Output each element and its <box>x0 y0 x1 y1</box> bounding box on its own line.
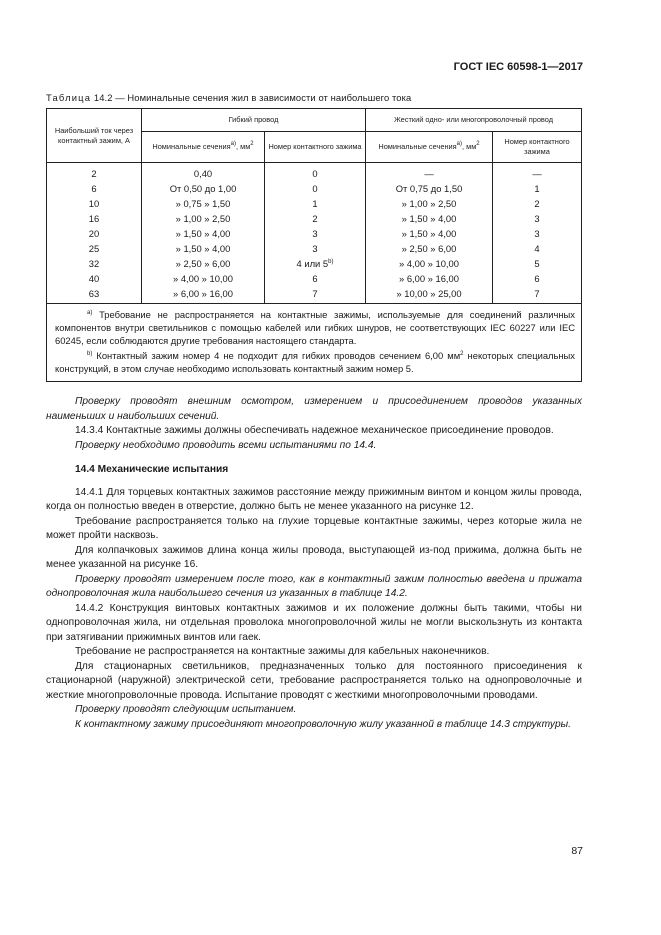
cell-flex-terminal: 3 <box>265 241 366 256</box>
cell-solid-terminal: 1 <box>534 183 540 194</box>
paragraph: Проверку проводят внешним осмотром, измерением и присоединением проводов указанных наименьших и наибольших сечений. <box>46 396 582 422</box>
cell-flex-section: 0,40 <box>142 163 265 182</box>
cell-current: 40 <box>47 271 142 286</box>
paragraph: Проверку проводят следующим испытанием. <box>75 704 297 715</box>
cell-flex-section: » 1,00 » 2,50 <box>142 211 265 226</box>
cell-current: 6 <box>47 181 142 196</box>
page-number: 87 <box>571 845 583 857</box>
table-row <box>47 163 582 182</box>
cell-solid-section: » 10,00 » 25,00 <box>366 286 493 304</box>
cell-solid-terminal: 6 <box>534 273 540 284</box>
cell-solid-section: » 1,50 » 4,00 <box>366 226 493 241</box>
cell-solid-terminal: — <box>532 168 542 179</box>
cell-flex-section: От 0,50 до 1,00 <box>142 181 265 196</box>
body-text <box>46 395 582 732</box>
footnote-b-text-2: некоторых специальных конструкций, в этом случае необходимо использовать контактный зажим номер 5. <box>55 350 575 374</box>
table-caption-label: Таблица <box>46 92 92 103</box>
header-solid-section-unit: , мм <box>462 142 477 151</box>
footnote-a-text: Требование не распространяется на контактные зажимы, используемые для соединений различных компонентов внутри светильников с помощью кабелей или гибких шнуров, не соответствующих IEC 60227 или IEC 60245, если соблюдаются другие требования настоящего стандарта. <box>55 309 575 346</box>
unit-exponent: 2 <box>460 351 464 357</box>
cell-solid-terminal: 3 <box>534 213 540 224</box>
table-row <box>47 256 582 271</box>
cell-flex-terminal: 0 <box>265 181 366 196</box>
footnote-mark: b) <box>87 351 93 357</box>
cell-flex-section: » 0,75 » 1,50 <box>142 196 265 211</box>
header-flex-section-unit: , мм <box>236 142 251 151</box>
paragraph: Требование не распространяется на контактные зажимы для кабельных наконечников. <box>75 646 490 657</box>
table-caption-text: 14.2 — Номинальные сечения жил в зависимости от наибольшего тока <box>91 92 412 103</box>
cell-flex-terminal: 6 <box>265 271 366 286</box>
cell-current: 63 <box>47 286 142 304</box>
cell-solid-section: » 2,50 » 6,00 <box>366 241 493 256</box>
cell-solid-section: От 0,75 до 1,50 <box>366 181 493 196</box>
cell-flex-terminal: 7 <box>265 286 366 304</box>
cell-current: 16 <box>47 211 142 226</box>
header-solid-terminal: Номер контактного зажима <box>493 132 582 163</box>
cell-solid-section: » 6,00 » 16,00 <box>366 271 493 286</box>
cell-solid-terminal: 5 <box>534 258 540 269</box>
document-header: ГОСТ IEC 60598-1—2017 <box>453 61 583 73</box>
cell-solid-section: » 1,00 » 2,50 <box>366 196 493 211</box>
cell-solid-section: » 1,50 » 4,00 <box>366 211 493 226</box>
footnote-mark: b) <box>328 259 334 265</box>
cell-flex-terminal: 1 <box>265 196 366 211</box>
paragraph: Проверку необходимо проводить всеми испытаниями по 14.4. <box>75 439 377 451</box>
cell-flex-terminal <box>265 256 366 271</box>
cell-solid-terminal: 4 <box>534 243 540 254</box>
table-notes <box>47 304 582 382</box>
cell-flex-section: » 4,00 » 10,00 <box>142 271 265 286</box>
header-max-current: Наибольший ток через контактный зажим, А <box>47 109 142 163</box>
cell-solid-section: — <box>366 163 493 182</box>
cell-current: 10 <box>47 196 142 211</box>
paragraph: Для колпачковых зажимов длина конца жилы провода, выступающей из-под прижима, должна быть не менее указанной на рисунке 16. <box>46 544 582 570</box>
footnote-mark: a) <box>456 141 463 147</box>
paragraph: К контактному зажиму присоединяют многопроволочную жилу указанной в таблице 14.3 структуры. <box>75 718 571 730</box>
cell-solid-terminal: 7 <box>534 288 540 299</box>
footnote-b <box>55 349 575 375</box>
paragraph: 14.3.4 Контактные зажимы должны обеспечивать надежное механическое присоединение проводов. <box>75 425 554 436</box>
table-row <box>47 226 582 241</box>
header-flexible-wire: Гибкий провод <box>142 109 366 132</box>
header-solid-section <box>366 132 493 163</box>
paragraph: 14.4.2 Конструкция винтовых контактных зажимов и их положение должны быть такими, чтобы ни однопроволочная жила, ни отдельная проволока многопроволочной жилы не могли выскользнуть из контакта при затягивании прижимных винтов или гаек. <box>46 602 582 643</box>
footnote-b-text-1: Контактный зажим номер 4 не подходит для гибких проводов сечением 6,00 мм <box>92 350 461 361</box>
cell-flex-section: » 6,00 » 16,00 <box>142 286 265 304</box>
header-rigid-wire: Жесткий одно- или многопроволочный провод <box>366 109 582 132</box>
cell-current: 32 <box>47 256 142 271</box>
table-row <box>47 271 582 286</box>
cell-flex-terminal: 2 <box>265 211 366 226</box>
paragraph: Для стационарных светильников, предназначенных только для постоянного присоединения к стационарной (наружной) электрической сети, требование распространяется только на однопроволочные и жесткие многопроволочные провода. Испытание проводят с жесткими многопроволочными проводами. <box>46 660 582 701</box>
cell-flex-terminal-text: 4 или 5 <box>296 258 329 269</box>
table-row <box>47 181 582 196</box>
unit-exponent: 2 <box>476 141 480 147</box>
table-caption <box>46 92 411 103</box>
cell-flex-section: » 1,50 » 4,00 <box>142 226 265 241</box>
cell-current: 25 <box>47 241 142 256</box>
paragraph: Проверку проводят измерением после того, как в контактный зажим полностью введена и прижата однопроволочная жила наибольшего сечения из указанных в таблице 14.2. <box>46 573 582 599</box>
header-flex-terminal: Номер контактного зажима <box>265 132 366 163</box>
unit-exponent: 2 <box>250 141 254 147</box>
cell-current: 20 <box>47 226 142 241</box>
cell-flex-terminal: 0 <box>265 163 366 182</box>
cell-solid-terminal: 2 <box>534 198 540 209</box>
header-solid-section-text: Номинальные сечения <box>378 142 457 151</box>
cell-flex-section: » 2,50 » 6,00 <box>142 256 265 271</box>
footnote-mark: a) <box>230 141 237 147</box>
cross-section-table <box>46 108 582 382</box>
paragraph: Требование распространяется только на глухие торцевые контактные зажимы, через которые жила не может пройти насквозь. <box>46 515 582 541</box>
table-notes-row <box>47 304 582 382</box>
table-row <box>47 196 582 211</box>
cell-current: 2 <box>47 163 142 182</box>
paragraph: 14.4.1 Для торцевых контактных зажимов расстояние между прижимным винтом и концом жилы провода, когда он полностью введен в отверстие, должно быть не менее указанного на рисунке 12. <box>46 486 582 512</box>
table-row <box>47 211 582 226</box>
cell-solid-terminal: 3 <box>534 228 540 239</box>
section-heading: 14.4 Механические испытания <box>75 464 229 475</box>
table-row <box>47 241 582 256</box>
table-row <box>47 286 582 304</box>
cell-flex-section: » 1,50 » 4,00 <box>142 241 265 256</box>
header-flex-section-text: Номинальные сечения <box>152 142 231 151</box>
footnote-a <box>55 308 575 347</box>
footnote-mark: a) <box>87 310 93 316</box>
header-flex-section <box>142 132 265 163</box>
cell-solid-section: » 4,00 » 10,00 <box>366 256 493 271</box>
cell-flex-terminal: 3 <box>265 226 366 241</box>
